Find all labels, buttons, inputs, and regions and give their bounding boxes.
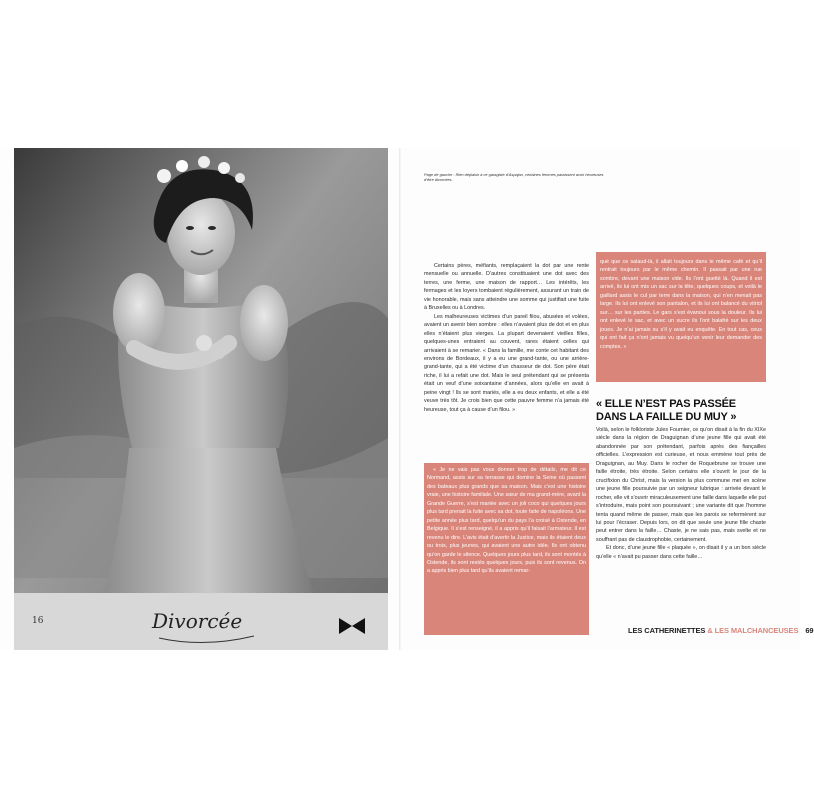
section-headline	[596, 398, 766, 424]
corner-number: 16	[32, 616, 44, 626]
footer-separator: &	[707, 626, 713, 635]
paragraph: Voilà, selon le folkloriste Jules Fournier, ce qu’on disait à la fin du XIXe siècle dans la région de Draguignan d’une jeune fille qui avait été abandonnée par son prétendant, parfois après des fiançailles officielles. L’expression est curieuse, et nous emmène tout près de Draguignan, au Muy. Dans le rocher de Roquebrune se trouve une faille étroite, très étroite. Selon certains elle s’ouvrit le jour de la crucifixion du Christ, mais la version la plus commune met en scène une jeune fille poursuivie par un seigneur lubrique : arrivée devant le rocher, elle vit s’ouvrir miraculeusement une faille dans laquelle elle put s’introduire, mais point son poursuivant ; une variante dit que l’homme tenta quand même de passer, mais que les parois se refermèrent sur lui pour l’écraser. Depuis lors, on dit que seule une jeune fille chaste peut entrer dans la faille… Chaste, je ne sais pas, mais svelte et ne souffrant pas de claustrophobie, certainement.	[596, 427, 766, 543]
footer-title-2: LES MALCHANCEUSES	[714, 626, 799, 635]
headline-line-2: DANS LA FAILLE DU MUY »	[596, 411, 737, 423]
photo-illustration	[14, 148, 388, 650]
quote-box-left	[424, 463, 589, 635]
paragraph: Et donc, d’une jeune fille « plaquée », on disait il y a un bon siècle qu’elle « n’avait pu passer dans cette faille…	[596, 545, 766, 560]
vintage-photograph	[14, 148, 388, 650]
photo-caption: Page de gauche : Rien déplaisir à ce garagiste d’Aspajan, certaines femmes paraissent avoir heureuses d’être divorcées.	[424, 172, 604, 182]
quote-text: « Je ne vais pas vous donner trop de détails, me dit ce Normand, assis sur sa terrasse qui domine la Seine où passent des bateaux plus grands que sa maison. Mais c’est une histoire vraie, une histoire familiale. Une sœur de ma grand-mère, avant la Grande Guerre, s’est mariée avec un joli coco qui quelques jours plus tard prenait la fuite avec sa dot, toute faite de napoléons. Une petite année plus tard, quelqu’un du pays l’a croisé à Ostende, en Belgique. Il s’est renseigné, il a appris qu’il faisait l’armateur. Il est revenu le dire. L’avis était d’avertir la Justice, mais ils étaient deux ou trois, plus jeunes, qui avaient une autre idée. Ils ont obtenu qu’on garde le silence. Quelques jours plus tard, ils sont montés à Ostende, ils sont restés quelques jours, puis ils sont revenus. On a appris bien plus tard qu’ils avaient remar-	[427, 467, 586, 575]
right-column	[596, 426, 766, 561]
left-column	[424, 262, 589, 414]
paragraph: Certains pères, méfiants, remplaçaient la dot par une rente mensuelle ou annuelle. D’autres constituaient une dot avec des terres, une ferme, une maison de rapport… Les intérêts, les fermages et les loyers tombaient régulièrement, assurant un train de vie honorable, mais sans atteindre une somme qui justifiait une fuite à Bruxelles ou à Londres.	[424, 263, 589, 312]
footer-title-1: LES CATHERINETTES	[628, 626, 706, 635]
paragraph: Les malheureuses victimes d’un pareil filou, abusées et volées, avaient un avenir bien sombre : elles n’avaient plus de dot et en plus elles n’étaient plus vierges. La plupart devenaient vieilles filles, quelques-unes entraient au couvent, rares étaient celles qui arrivaient à se remarier. « Dans la famille, me conte cet habitant des environs de Bordeaux, il y a eu une grand-tante, ou une arrière-grand-tante, qui a été victime d’un chasseur de dot. Son père était riche, il lui a refait une dot. Mais le seul prétendant qui se présenta était un veuf d’une soixantaine d’années, alors qu’elle en avait à peine vingt ! Ils se sont mariés, elle a eu deux enfants, et elle a été veuve très tôt. Je crois bien que cette pauvre femme n’a jamais été heureuse, tout ça à cause d’un filou. »	[424, 313, 589, 413]
headline-line-1: « ELLE N’EST PAS PASSÉE	[596, 398, 736, 410]
running-footer	[628, 626, 814, 638]
quote-text: qué que ce salaud-là, il allait toujours dans le même café et qu’il rentrait toujours par le même chemin. Il passait par une rue sombre, devant une maison vide. Ils l’ont guetté là. Quand il est arrivé, ils lui ont mis un sac sur la tête, quelques coups, et voilà le gaillard assis le cul par terre dans la maison, qui n’en menait pas large. Ils lui ont enlevé son pantalon, et ils lui ont balancé du vitriol sur… sur les parties. Le gars s’est évanoui sous la douleur. Ils lui ont enlevé le sac, et avec un sucre ils l’ont balafré sur les deux joues. Je n’ai jamais su s’il y avait eu enquête. En tout cas, ceux qui ont fait ça n’ont jamais vu quelqu’un venir leur demander des comptes. »	[600, 259, 762, 350]
handwritten-label: Divorcée	[152, 609, 243, 633]
quote-box-right	[596, 252, 766, 382]
page-number: 69	[805, 626, 814, 635]
